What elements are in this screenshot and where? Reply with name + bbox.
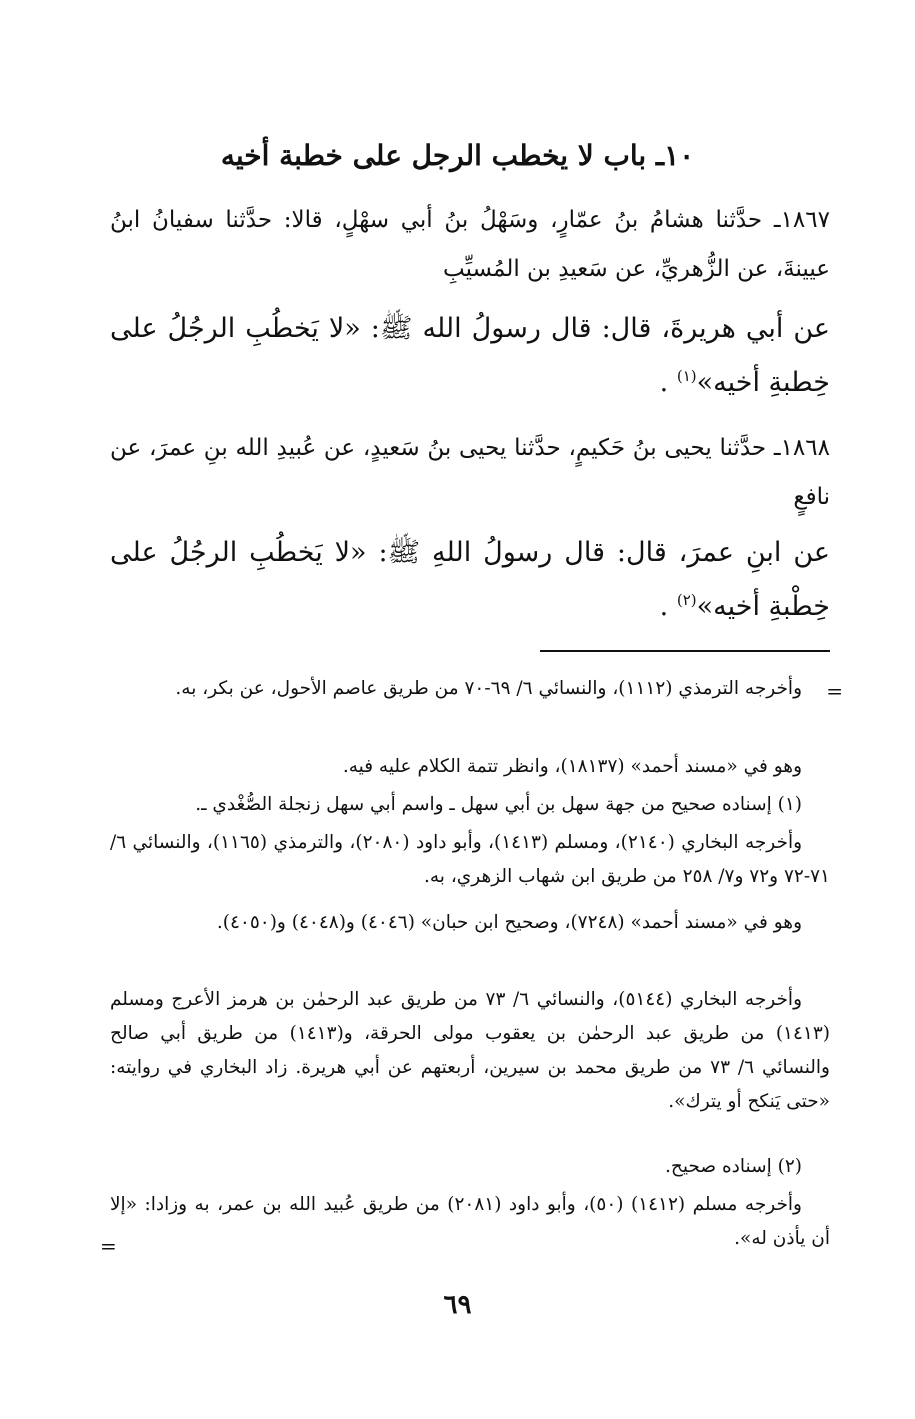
hadith-1867-end: . [659, 367, 669, 398]
chapter-title: ١٠ـ باب لا يخطب الرجل على خطبة أخيه [220, 139, 695, 172]
footnote-separator [540, 650, 830, 652]
footnote-2-body: وأخرجه مسلم (١٤١٢) (٥٠)، وأبو داود (٢٠٨١) من طريق عُبيد الله بن عمر، به وزادا: «إلا أن يأذن له». [110, 1194, 830, 1249]
footnote-2-heading: (٢) إسناده صحيح. [665, 1156, 802, 1177]
hadith-1867-text: عن أبي هريرةَ، قال: قال رسولُ الله ﷺ: «لا يَخطُبِ الرجُلُ على خِطبةِ أخيه» [110, 313, 830, 398]
end-continuation-mark: = [100, 1234, 117, 1258]
hadith-1868-end: . [659, 591, 669, 622]
footnote-1-body-3: وأخرجه البخاري (٥١٤٤)، والنسائي ٦/ ٧٣ من طريق عبد الرحمٰن بن هرمز الأعرج ومسلم (١٤١٣) من طريق عبد الرحمٰن بن يعقوب مولى الحرقة، و(١٤١٣) من طريق أبي صالح والنسائي ٦/ ٧٣ من طريق محمد بن سيرين، أربعتهم عن أبي هريرة. زاد البخاري في روايته: «حتى يَنكح أو يترك». [110, 989, 831, 1112]
hadith-1867-chain: ١٨٦٧ـ حدَّثنا هشامُ بنُ عمّارٍ، وسَهْلُ بنُ أبي سهْلٍ، قالا: حدَّثنا سفيانُ ابنُ عيينةَ، عن الزُّهريِّ، عن سَعيدِ بن المُسيِّبِ [110, 207, 830, 282]
footnote-ref-2: (٢) [676, 591, 697, 609]
footnote-1-body-2: وهو في «مسند أحمد» (٧٢٤٨)، وصحيح ابن حبان» (٤٠٤٦) و(٤٠٤٨) و(٤٠٥٠). [216, 912, 802, 933]
footnote-continued-2: وهو في «مسند أحمد» (١٨١٣٧)، وانظر تتمة الكلام عليه فيه. [342, 756, 802, 777]
page-number: ٦٩ [443, 1290, 472, 1320]
footnote-continued-1: وأخرجه الترمذي (١١١٢)، والنسائي ٦/ ٦٩-٧٠ من طريق عاصم الأحول، عن بكر، به. [175, 678, 802, 699]
continuation-mark: = [826, 679, 843, 703]
hadith-1867-matn [110, 302, 830, 410]
hadith-1868-chain: ١٨٦٨ـ حدَّثنا يحيى بنُ حَكيمٍ، حدَّثنا يحيى بنُ سَعيدٍ، عن عُبيدِ الله بنِ عمرَ، عن نافعٍ [110, 435, 830, 510]
footnote-1-body-1: وأخرجه البخاري (٢١٤٠)، ومسلم (١٤١٣)، وأبو داود (٢٠٨٠)، والترمذي (١١٦٥)، والنسائي ٦/ ٧١-٧٢ و٧٢ و٧/ ٢٥٨ من طريق ابن شهاب الزهري، به. [110, 832, 830, 887]
hadith-1868-matn [110, 526, 830, 634]
hadith-1868-text: عن ابنِ عمرَ، قال: قال رسولُ اللهِ ﷺ: «لا يَخطُبِ الرجُلُ على خِطْبةِ أخيه» [110, 537, 830, 622]
footnote-1-heading: (١) إسناده صحيح من جهة سهل بن أبي سهل ـ واسم أبي سهل زنجلة الصُّغْدي ـ. [195, 794, 802, 815]
footnote-ref-1: (١) [676, 367, 697, 385]
